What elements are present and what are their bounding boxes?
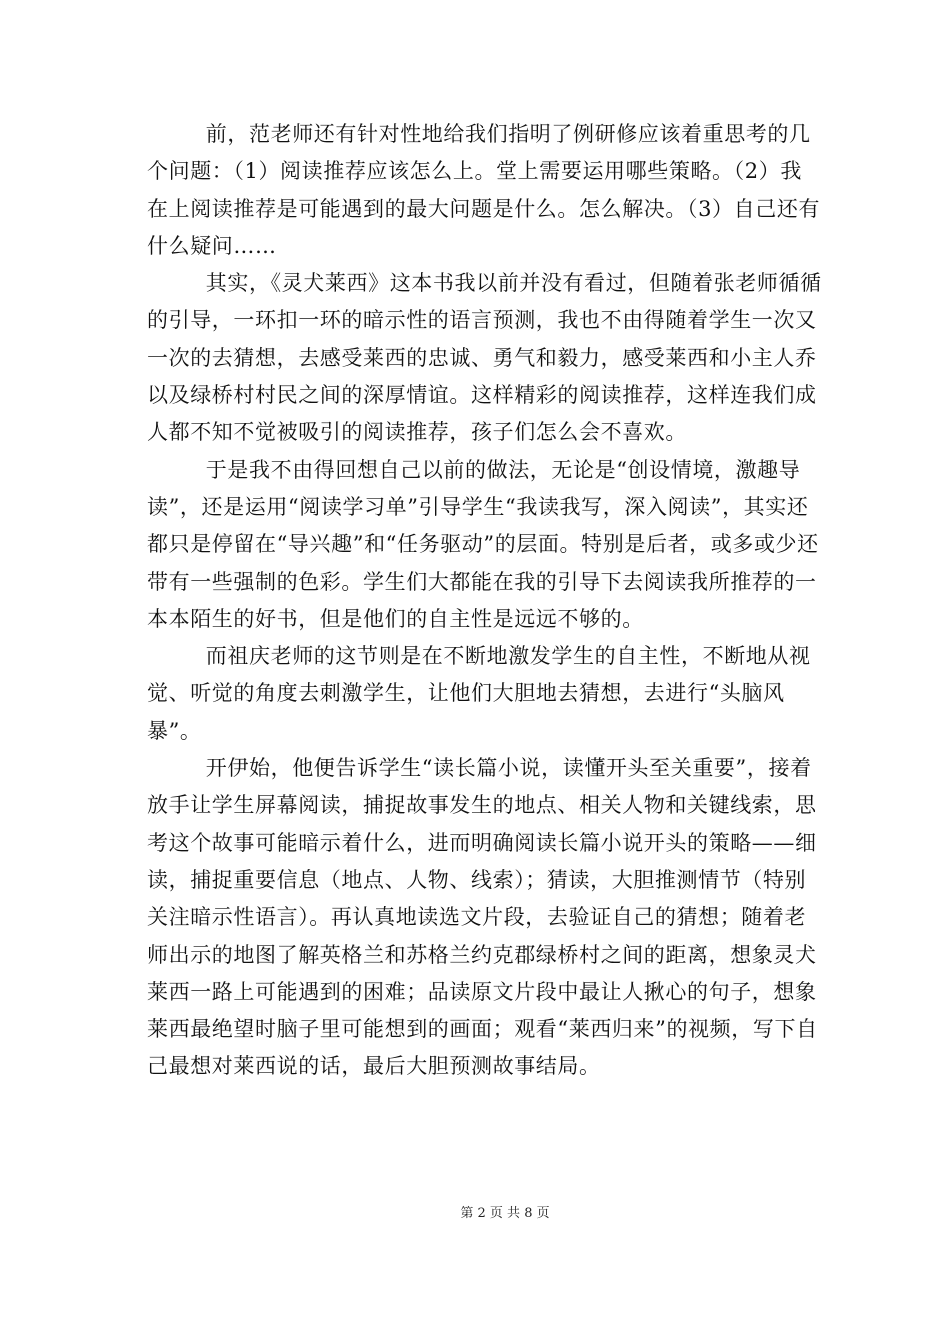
paragraph-1: 前，范老师还有针对性地给我们指明了例研修应该着重思考的几个问题：（1）阅读推荐应该怎么上。堂上需要运用哪些策略。（2）我在上阅读推荐是可能遇到的最大问题是什么。怎么解决。（3）自己还有什么疑问…… — [147, 122, 821, 258]
paragraph-3: 于是我不由得回想自己以前的做法，无论是“创设情境，激趣导读”，还是运用“阅读学习单”引导学生“我读我写，深入阅读”，其实还都只是停留在“导兴趣”和“任务驱动”的层面。特别是后者，或多或少还带有一些强制的色彩。学生们大都能在我的引导下去阅读我所推荐的一本本陌生的好书，但是他们的自主性是远远不够的。 — [147, 457, 819, 631]
paragraph-2: 其实，《灵犬莱西》这本书我以前并没有看过，但随着张老师循循的引导，一环扣一环的暗示性的语言预测，我也不由得随着学生一次又一次的去猜想，去感受莱西的忠诚、勇气和毅力，感受莱西和小主人乔以及绿桥村村民之间的深厚情谊。这样精彩的阅读推荐，这样连我们成人都不知不觉被吸引的阅读推荐，孩子们怎么会不喜欢。 — [147, 271, 822, 445]
body-text — [147, 116, 823, 1086]
paragraph-5: 开伊始，他便告诉学生“读长篇小说，读懂开头至关重要”，接着放手让学生屏幕阅读，捕捉故事发生的地点、相关人物和关键线索，思考这个故事可能暗示着什么，进而明确阅读长篇小说开头的策略——细读，捕捉重要信息（地点、人物、线索）；猜读，大胆推测情节（特别关注暗示性语言）。再认真地读选文片段，去验证自己的猜想；随着老师出示的地图了解英格兰和苏格兰约克郡绿桥村之间的距离，想象灵犬莱西一路上可能遇到的困难；品读原文片段中最让人揪心的句子，想象莱西最绝望时脑子里可能想到的画面；观看“莱西归来”的视频，写下自己最想对莱西说的话，最后大胆预测故事结局。 — [147, 756, 818, 1079]
paragraph-4: 而祖庆老师的这节则是在不断地激发学生的自主性，不断地从视觉、听觉的角度去刺激学生，让他们大胆地去猜想，去进行“头脑风暴”。 — [147, 644, 811, 743]
page-number: 第 2 页 共 8 页 — [460, 1206, 550, 1221]
